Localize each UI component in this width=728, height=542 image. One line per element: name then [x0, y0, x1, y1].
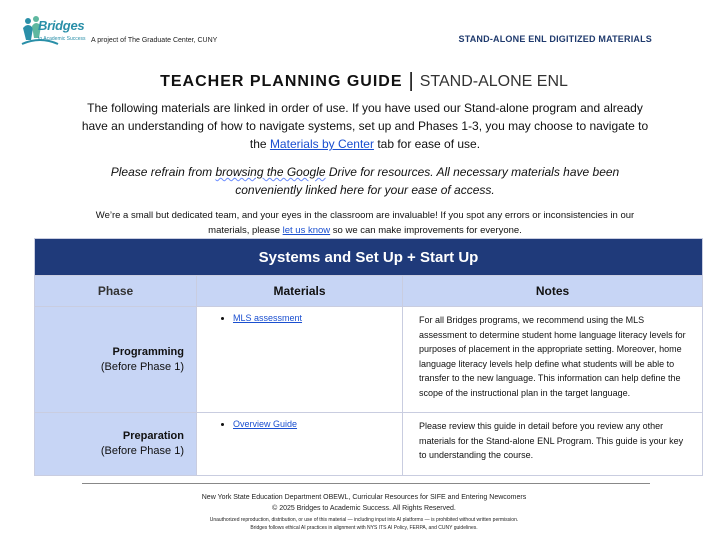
- notes-cell: Please review this guide in detail before you review any other materials for the Stand-alone ENL Program. This guide is your key to understanding the course.: [403, 413, 703, 476]
- notes-cell: For all Bridges programs, we recommend using the MLS assessment to determine student home language literacy levels for purposes of placement in the appropriate setting. Moreover, home language literacy levels help define what students will be able to transfer to the new language. This information can help define the scope of the instructional plan in the target language.: [403, 307, 703, 413]
- title-separator: |: [408, 70, 414, 92]
- table-row: [35, 413, 703, 476]
- feedback-paragraph: [78, 208, 652, 238]
- title-subtitle: STAND-ALONE ENL: [419, 73, 568, 90]
- overview-guide-link[interactable]: Overview Guide: [233, 419, 298, 429]
- notice-paragraph: [78, 163, 652, 199]
- notice-spellcheck-text: browsing the Google: [215, 165, 326, 179]
- notice-text: Please refrain from: [110, 165, 216, 179]
- feedback-text-end: so we can make improvements for everyone.: [330, 225, 522, 236]
- phase-column-header: Phase: [35, 276, 197, 307]
- title-bold: TEACHER PLANNING GUIDE: [160, 73, 403, 90]
- footer-ai-policy: Bridges follows ethical AI practices in alignment with NYS ITS AI Policy, FERPA, and CUNY guidelines.: [250, 525, 478, 531]
- notes-column-header: Notes: [403, 276, 703, 307]
- table-row: [35, 307, 703, 413]
- let-us-know-link[interactable]: let us know: [282, 225, 331, 236]
- materials-by-center-link[interactable]: Materials by Center: [269, 137, 374, 151]
- materials-cell: [197, 307, 403, 413]
- materials-column-header: Materials: [197, 276, 403, 307]
- footer-copyright: © 2025 Bridges to Academic Success. All Rights Reserved.: [272, 505, 456, 512]
- page-title: [0, 70, 728, 93]
- page-header: [0, 0, 728, 60]
- logo-tagline: to Academic Success: [38, 36, 86, 42]
- mls-assessment-link[interactable]: MLS assessment: [233, 313, 303, 323]
- footer-divider: [82, 483, 650, 484]
- table-banner: Systems and Set Up + Start Up: [35, 239, 703, 276]
- project-text: A project of The Graduate Center, CUNY: [91, 37, 218, 44]
- planning-table: [34, 238, 703, 476]
- phase-sub: (Before Phase 1): [100, 445, 184, 457]
- header-right-title: STAND-ALONE ENL DIGITIZED MATERIALS: [458, 34, 652, 44]
- phase-cell: [35, 307, 197, 413]
- phase-name: Preparation: [122, 430, 184, 442]
- materials-cell: [197, 413, 403, 476]
- logo-wordmark: Bridges: [38, 18, 85, 33]
- intro-paragraph: [78, 99, 652, 153]
- intro-text: The following materials are linked in order of use. If you have used our Stand-alone program and already have an understanding of how to navigate systems, set up and Phases 1-3, you may choose to navigate to the: [81, 101, 649, 151]
- intro-text-end: tab for ease of use.: [373, 137, 481, 151]
- phase-name: Programming: [112, 345, 184, 358]
- footer-legal: Unauthorized reproduction, distribution, or use of this material — including input into AI platforms — is prohibited without written permission.: [209, 517, 519, 523]
- phase-sub: (Before Phase 1): [100, 360, 184, 373]
- footer-line-1: New York State Education Department OBEWL, Curricular Resources for SIFE and Entering Newcomers: [201, 494, 527, 501]
- feedback-text: We’re a small but dedicated team, and your eyes in the classroom are invaluable! If you spot any errors or inconsistencies in our materials, please: [95, 210, 635, 236]
- notice-text-end: Drive for resources. All necessary materials have been conveniently linked here for your ease of access.: [235, 165, 620, 197]
- phase-cell: [35, 413, 197, 476]
